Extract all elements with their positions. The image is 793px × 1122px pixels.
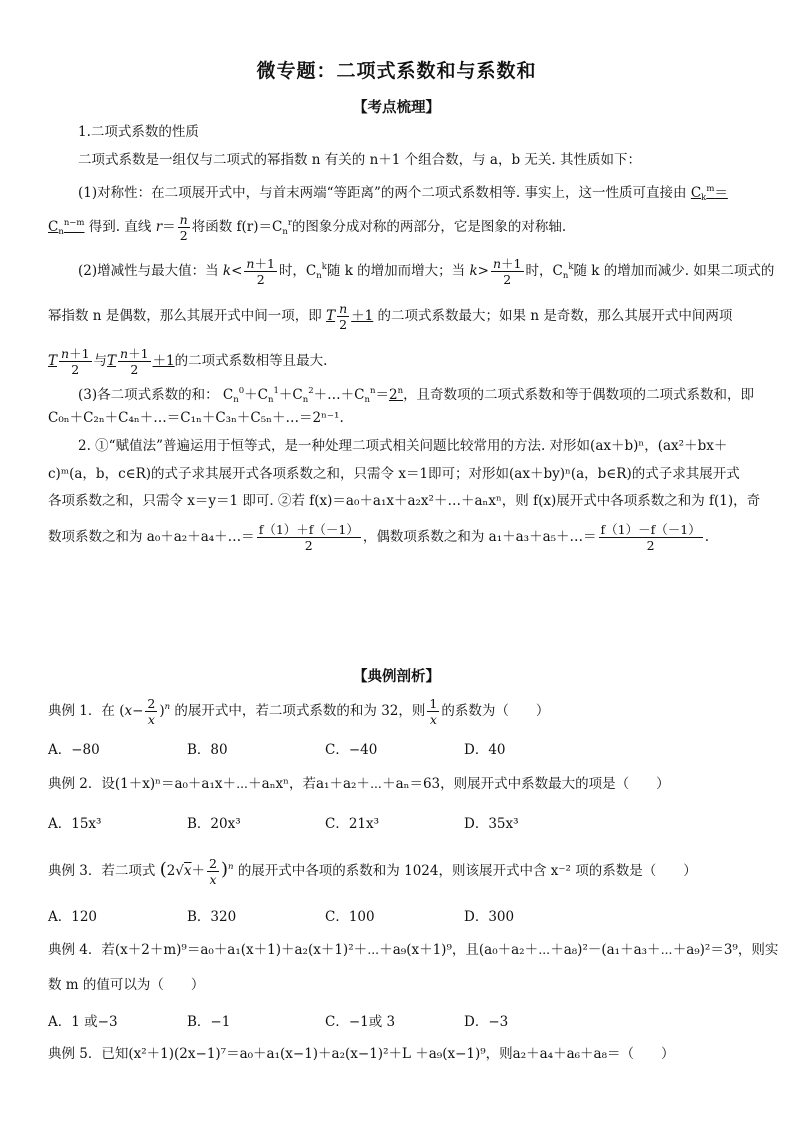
example-1-option-c[interactable]: C．−40 <box>325 742 378 758</box>
kp-text: 幂指数 n 是偶数，那么其展开式中间一项，即 <box>48 308 322 324</box>
math-formula: $C_n^0+C_n^1+C_n^2+\dots+C_n^n=2^n$ <box>222 386 404 405</box>
kp-text: (2)增减性与最大值：当 <box>78 263 219 279</box>
kp-symmetry-line <box>78 180 728 207</box>
example-2-stem: 典例 2．设(1＋x)ⁿ＝a₀＋a₁x＋⋯＋aₙxⁿ，若a₁＋a₂＋⋯＋aₙ＝63，则展开式中系数最大的项是（ ） <box>48 776 670 792</box>
math-formula: ( <box>159 859 167 880</box>
example-3-stem: 典例 3．若二项式 (2√x＋ $\frac{2}{x}$ )$^n$ 的展开式中各项的系数和为 1024，则该展开式中含 x⁻² 项的系数是（ ） <box>48 856 697 887</box>
kp-text: 的二项式系数相等且最大. <box>174 353 328 369</box>
kp-paragraph: 各项系数之和，只需令 x＝y＝1 即可. ②若 f(x)＝a₀＋a₁x＋a₂x²＋…＋aₙxⁿ，则 f(x)展开式中各项系数之和为 f(1)，奇 <box>48 493 761 509</box>
example-4-option-d[interactable]: D．−3 <box>464 1014 509 1030</box>
page-title: 微专题：二项式系数和与系数和 <box>256 60 537 82</box>
math-formula: T $\frac{n+1}{2}$ <box>48 346 90 377</box>
example-4-option-a[interactable]: A．1 或−3 <box>48 1014 118 1030</box>
kp-paragraph: 二项式系数是一组仅与二项式的幂指数 n 有关的 n＋1 个组合数，与 a，b 无关. 其性质如下： <box>78 152 641 168</box>
kp-text: 时，C <box>278 263 317 279</box>
section-heading-key-points: 【考点梳理】 <box>353 100 440 116</box>
kp-text: (1)对称性：在二项展开式中，与首末两端“等距离”的两个二项式系数相等. 事实上，这一性质可直接由 <box>78 185 687 201</box>
kp-text: 的二项式系数最大；如果 n 是奇数，那么其展开式中间两项 <box>377 308 733 324</box>
kp-text: 随 k 的增加而减少. 如果二项式的 <box>573 263 775 279</box>
kp-paragraph: 2. ①“赋值法”普遍运用于恒等式，是一种处理二项式相关问题比较常用的方法. 对形如(ax＋b)ⁿ，(ax²＋bx＋ <box>78 438 728 454</box>
math-formula: $C_k^m=$ <box>690 184 728 203</box>
math-formula: (1＋x)ⁿ＝a₀＋a₁x＋⋯＋aₙxⁿ <box>114 776 289 792</box>
kp-text: 数项系数之和为 a₀＋a₂＋a₄＋…＝ <box>48 529 255 545</box>
kp-symmetry-line-2: $C_n^{n-m}$ 得到. 直线 r＝ $\frac{n}{2}$ 将函数 $f(r)=C_n^r$的图象分成对称的两部分，它是图象的对称轴. <box>48 212 567 243</box>
example-3-option-d[interactable]: D．300 <box>464 909 515 925</box>
example-1-option-a[interactable]: A．−80 <box>48 742 100 758</box>
kp-monotonic-line: (2)增减性与最大值：当 k< $\frac{n+1}{2}$ 时，$C_n^k$随 k 的增加而增大；当 k> $\frac{n+1}{2}$ 时，$C_n^k$随 k 的增加而减少. 如果二项式的 <box>78 256 775 287</box>
math-formula: a₁＋a₂＋⋯＋aₙ＝63 <box>316 776 441 792</box>
example-1-option-d[interactable]: D．40 <box>464 742 506 758</box>
math-fraction: $\frac{n}{2}$ <box>179 212 188 243</box>
math-formula: 2√x＋ $\frac{2}{x}$ <box>166 856 217 887</box>
example-2-option-c[interactable]: C．21x³ <box>325 816 380 832</box>
example-3-option-c[interactable]: C．100 <box>325 909 375 925</box>
math-fraction: $\frac{f(1)-f(-1)}{2}$ <box>600 522 701 553</box>
example-4-stem: 典例 4．若(x＋2＋m)⁹＝a₀＋a₁(x＋1)＋a₂(x＋1)²＋⋯＋a₉(x＋1)⁹，且(a₀＋a₂＋⋯＋a₈)²－(a₁＋a₃＋⋯＋a₉)²＝3⁹，则实 <box>48 942 779 958</box>
math-formula: (a₀＋a₂＋⋯＋a₈)²－(a₁＋a₃＋⋯＋a₉)²＝3⁹ <box>478 942 738 958</box>
kp-paragraph: C₀ₙ＋C₂ₙ＋C₄ₙ＋…＝C₁ₙ＋C₃ₙ＋C₅ₙ＋…＝2ⁿ⁻¹. <box>48 410 344 426</box>
math-fraction: $\frac{f(1)+f(-1)}{2}$ <box>258 522 359 553</box>
kp-odd-even-sum-line: 数项系数之和为 a₀＋a₂＋a₄＋…＝ $\frac{f(1)+f(-1)}{2}$ ，偶数项系数之和为 a₁＋a₃＋a₅＋…＝ $\frac{f(1)-f(-1)}{2}$ . <box>48 522 710 553</box>
kp-text: 时，C <box>525 263 563 279</box>
kp-odd-line: T $\frac{n+1}{2}$ 与T $\frac{n+1}{2}$ ＋1的二项式系数相等且最大. <box>48 346 328 377</box>
example-4-option-b[interactable]: B．−1 <box>187 1014 231 1030</box>
kp-text: 得到. 直线 <box>88 219 152 235</box>
example-5-stem: 典例 5．已知(x²＋1)(2x−1)⁷＝a₀＋a₁(x−1)＋a₂(x−1)²＋L ＋a₉(x−1)⁹，则a₂＋a₄＋a₆＋a₈＝（ ） <box>48 1046 675 1062</box>
math-formula: T $\frac{n}{2}$ ＋1 <box>326 301 374 332</box>
example-2-option-b[interactable]: B．20x³ <box>187 816 241 832</box>
math-formula: (x− $\frac{2}{x}$ )$^n$ <box>119 696 171 727</box>
math-fraction: $\frac{n+1}{2}$ <box>246 256 275 287</box>
kp-text: 的图象分成对称的两部分，它是图象的对称轴. <box>291 219 567 235</box>
kp-heading: 1.二项式系数的性质 <box>78 124 199 140</box>
example-4-option-c[interactable]: C．−1或 3 <box>325 1014 396 1030</box>
example-1-stem: 典例 1．在 (x− $\frac{2}{x}$ )$^n$ 的展开式中，若二项式系数的和为 32，则 $\frac{1}{x}$ 的系数为（ ） <box>48 696 550 727</box>
kp-paragraph: c)ᵐ(a，b，c∈R)的式子求其展开式各项系数之和，只需令 x＝1即可；对形如(ax＋by)ⁿ(a，b∈R)的式子求其展开式 <box>48 466 740 482</box>
math-formula: a₂＋a₄＋a₆＋a₈＝ <box>512 1046 621 1062</box>
kp-even-line <box>48 301 732 332</box>
math-fraction: $\frac{1}{x}$ <box>429 696 438 727</box>
example-2-option-d[interactable]: D．35x³ <box>464 816 519 832</box>
math-formula: (x²＋1)(2x−1)⁷＝a₀＋a₁(x−1)＋a₂(x−1)²＋L ＋a₉(x−1)⁹ <box>128 1046 486 1062</box>
math-formula: T $\frac{n+1}{2}$ ＋1 <box>107 346 175 377</box>
kp-text: 随 k 的增加而增大；当 <box>326 263 466 279</box>
math-fraction: $\frac{n+1}{2}$ <box>492 256 522 287</box>
example-4-stem-2: 数 m 的值可以为（ ） <box>48 977 205 993</box>
math-formula: (x＋2＋m)⁹＝a₀＋a₁(x＋1)＋a₂(x＋1)²＋⋯＋a₉(x＋1)⁹ <box>114 942 452 958</box>
kp-sum-line <box>78 382 754 409</box>
kp-text: ，且奇数项的二项式系数和等于偶数项的二项式系数和，即 <box>403 387 755 403</box>
example-2-option-a[interactable]: A．15x³ <box>48 816 102 832</box>
example-1-option-b[interactable]: B．80 <box>187 742 228 758</box>
example-3-option-a[interactable]: A．120 <box>48 909 98 925</box>
kp-text: (3)各二项式系数的和： <box>78 387 219 403</box>
section-heading-examples: 【典例剖析】 <box>353 669 440 685</box>
kp-text: ，偶数项系数之和为 a₁＋a₃＋a₅＋…＝ <box>362 529 597 545</box>
example-3-option-b[interactable]: B．320 <box>187 909 237 925</box>
kp-text: 将函数 f(r)＝C <box>191 219 283 235</box>
math-formula: $C_n^{n-m}$ <box>48 218 85 237</box>
